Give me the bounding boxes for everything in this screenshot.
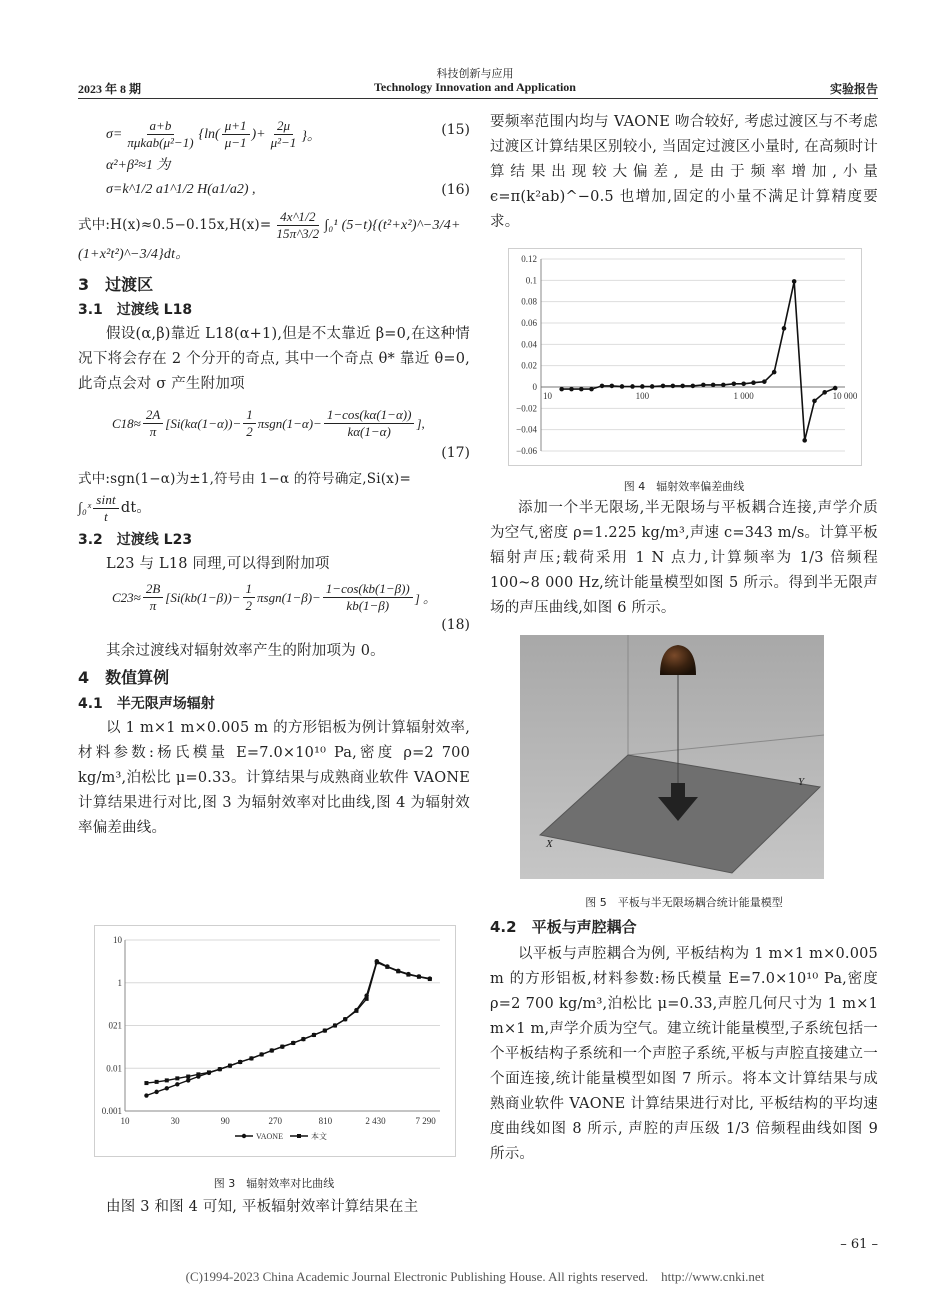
figure-4-caption: 图 4 辐射效率偏差曲线	[623, 480, 745, 493]
paragraph-3-1: 假设(α,β)靠近 L18(α+1),但是不太靠近 β=0,在这种情况下将会存在 2 个分开的奇点, 其中一个奇点 θ* 靠近 θ=0,此奇点会对 σ 产生附加项	[78, 326, 470, 392]
fig3-y-tick-label: 0.001	[101, 1106, 122, 1116]
fig3-point-benwen	[406, 973, 410, 977]
fig4-point	[579, 387, 584, 392]
fig3-point-benwen	[375, 960, 379, 964]
fig3-x-tick-label: 7 290	[415, 1116, 436, 1126]
fig5-axis-y-label: Y	[798, 776, 805, 788]
figure-3-caption: 图 3 辐射效率对比曲线	[213, 1177, 335, 1190]
eq15-fraction: $\frac{a+b}{\text{πμkab(μ²−1)}}$	[127, 118, 194, 150]
fig3-point-benwen	[260, 1052, 264, 1056]
fig3-y-tick-label: 10	[113, 935, 122, 945]
fig4-point	[721, 383, 726, 388]
fig4-x-tick-label: 10	[543, 391, 552, 401]
fig4-point	[812, 399, 817, 404]
paragraph-right-mid: 添加一个半无限场,半无限场与平板耦合连接,声学介质为空气,密度 ρ=1.225 kg/m³,声速 c=343 m/s。计算平板辐射声压;载荷采用 1 N 点力,计算频率为 1/3 倍频程 100~8 000 Hz,统计能量模型如图 5 所示。得到半无限声场的声压曲线,如图 6 所示。	[490, 500, 878, 616]
fig3-point-vaone	[144, 1093, 148, 1097]
fig4-y-tick-label: 0.08	[521, 296, 537, 307]
fig4-point	[741, 382, 746, 387]
fig3-point-benwen	[312, 1033, 316, 1037]
fig4-x-tick-label: 10 000	[832, 391, 858, 401]
fig4-y-tick-label: 0.02	[521, 360, 537, 371]
fig3-point-benwen	[249, 1056, 253, 1060]
fig3-legend-marker-vaone	[242, 1134, 246, 1138]
paragraph-4-1: 以 1 m×1 m×0.005 m 的方形铝板为例计算辐射效率,材料参数:杨氏模量 E=7.0×10¹⁰ Pa,密度 ρ=2 700 kg/m³,泊松比 μ=0.33。计算结果与成熟商业软件 VAONE 计算结果进行对比,图 3 为辐射效率对比曲线,图 4 为辐射效率偏差曲线。	[78, 720, 470, 836]
figure-5-image	[520, 635, 824, 879]
fig3-point-vaone	[175, 1082, 179, 1086]
fig3-y-tick-label: 021	[108, 1020, 122, 1031]
fig3-point-benwen	[396, 969, 400, 973]
eq15-number: (15)	[441, 122, 470, 138]
fig4-point	[782, 326, 787, 331]
fig4-series-line	[562, 281, 836, 440]
section-4-heading: 4 数值算例	[78, 668, 170, 687]
fig3-legend-label-benwen: 本文	[311, 1132, 327, 1141]
issue-date: 2023 年 8 期	[78, 82, 142, 96]
fig4-y-tick-label: −0.06	[516, 446, 537, 456]
fig3-point-benwen	[428, 977, 432, 981]
where-2-line-2: ∫₀ˣ $\frac{\sin t}{t}$ dt。	[78, 491, 152, 524]
eq15-lhs: σ=	[106, 126, 123, 142]
fig4-y-tick-label: 0.06	[521, 318, 537, 328]
figure-4-chart	[508, 248, 862, 466]
fig3-point-benwen	[280, 1045, 284, 1049]
fig4-point	[589, 387, 594, 392]
fig3-x-tick-label: 10	[120, 1116, 130, 1126]
fig3-point-benwen	[323, 1029, 327, 1033]
fig4-point	[671, 384, 676, 389]
equation-16	[78, 178, 470, 208]
fig3-point-benwen	[354, 1009, 358, 1013]
equation-18: C23≈ $\frac{2B}{\pi}$ [Si(kb(1−β))− $\frac{1}{2}$ πsgn(1−β)− $\frac{1-\cos(kb(1-\beta))}{kb(1-\beta)}$ ] 。	[112, 581, 437, 613]
fig4-y-tick-label: 0.04	[521, 339, 537, 350]
fig3-legend-marker-benwen	[297, 1134, 301, 1138]
fig4-point	[559, 387, 564, 392]
eq16-text: σ=k^1/2 a1^1/2 H(a1/a2) ,	[106, 182, 256, 197]
fig5-arrow-shaft	[671, 783, 685, 799]
figure-5-svg	[520, 635, 824, 879]
section-3-2-heading: 3.2 过渡线 L23	[78, 532, 193, 548]
fig4-point	[680, 384, 685, 389]
paragraph-after-fig3: 由图 3 和图 4 可知, 平板辐射效率计算结果在主	[106, 1199, 419, 1215]
fig3-point-benwen	[144, 1081, 148, 1085]
section-4-2-heading: 4.2 平板与声腔耦合	[490, 918, 637, 936]
paragraph-right-top: 要频率范围内均与 VAONE 吻合较好, 考虑过渡区与不考虑过渡区计算结果区别较小, 当固定过渡区小量时, 在高频时计算结果出现较大偏差, 是由于频率增加,小量 ϵ=π(k²ab)^−0.5 也增加,固定的小量不满足计算精度要求。	[490, 114, 878, 230]
fig3-point-benwen	[207, 1070, 211, 1074]
fig3-point-benwen	[301, 1037, 305, 1041]
fig3-x-tick-label: 90	[220, 1116, 230, 1126]
fig3-point-vaone	[186, 1078, 190, 1082]
fig4-point	[751, 380, 756, 385]
eq-condition: α²+β²≈1 为	[106, 158, 171, 173]
fig3-point-benwen	[218, 1067, 222, 1071]
fig4-point	[822, 390, 827, 395]
fig4-point	[610, 384, 615, 389]
fig3-legend-label-vaone: VAONE	[256, 1132, 283, 1141]
eq16-number: (16)	[441, 182, 470, 198]
fig4-point	[772, 370, 777, 375]
fig3-y-tick-label: 1	[117, 977, 122, 988]
fig4-point	[620, 384, 625, 389]
fig4-point	[691, 384, 696, 389]
fig4-point	[701, 383, 706, 388]
section-3-heading: 3 过渡区	[78, 275, 154, 294]
fig3-series-line-benwen	[146, 962, 429, 1083]
fig3-point-benwen	[270, 1049, 274, 1053]
fig3-x-tick-label: 2 430	[365, 1116, 386, 1126]
fig4-y-tick-label: 0.1	[525, 275, 537, 286]
figure-5-caption: 图 5 平板与半无限场耦合统计能量模型	[585, 896, 783, 909]
paragraph-4-2: 以平板与声腔耦合为例, 平板结构为 1 m×1 m×0.005 m 的方形铝板,材料参数:杨氏模量 E=7.0×10¹⁰ Pa,密度 ρ=2 700 kg/m³,泊松比 μ=0.33,声腔几何尺寸为 1 m×1 m×1 m,声学介质为空气。建立统计能量模型,子系统包括一个平板结构子系统和一个声腔子系统,平板与声腔直接建立一个面连接,统计能量模型如图 7 所示。将本文计算结果与成熟商业软件 VAONE 计算结果进行对比, 平板结构的平均速度曲线如图 8 所示, 声腔的声压级 1/3 倍频程曲线如图 9 所示。	[490, 946, 878, 1162]
fig4-y-tick-label: −0.04	[516, 424, 537, 435]
eq17-number: (17)	[441, 445, 470, 461]
fig4-point	[833, 386, 838, 391]
where-line-2: (1+x²t²)^−3/4}dt。	[78, 247, 190, 262]
fig3-x-tick-label: 270	[268, 1116, 283, 1126]
fig3-point-benwen	[333, 1024, 337, 1028]
fig4-point	[792, 279, 797, 284]
fig4-point	[762, 379, 767, 384]
fig3-point-benwen	[186, 1075, 190, 1079]
fig3-y-tick-label: 0.01	[106, 1063, 122, 1074]
fig4-y-tick-label: −0.02	[516, 403, 537, 414]
figure-4-svg	[509, 249, 861, 465]
fig3-x-tick-label: 810	[318, 1116, 333, 1126]
copyright-footer: (C)1994-2023 China Academic Journal Electronic Publishing House. All rights reserved. http://www.cnki.net	[185, 1269, 765, 1284]
fig4-point	[802, 438, 807, 443]
fig4-y-tick-label: 0.12	[521, 254, 537, 264]
fig3-point-benwen	[228, 1064, 232, 1068]
fig4-point	[661, 384, 666, 389]
left-column	[78, 110, 470, 841]
fig4-point	[650, 384, 655, 389]
fig4-x-tick-label: 1 000	[733, 391, 754, 401]
fig4-point	[600, 384, 605, 389]
fig4-x-tick-label: 100	[635, 391, 650, 401]
paragraph-other: 其余过渡线对辐射效率产生的附加项为 0。	[106, 643, 385, 659]
where-line-1: 式中:H(x)≈0.5−0.15x,H(x)= $\frac{4x\^{}1/2}{15\pi\^{}3/2}$ ∫₀¹ (5−t){(t²+x²)^−3/4+	[78, 208, 461, 241]
paragraph-3-2: L23 与 L18 同理,可以得到附加项	[106, 556, 330, 572]
where-2-line-1: 式中:sgn(1−α)为±1,符号由 1−α 的符号确定,Si(x)=	[78, 471, 411, 487]
fig4-point	[630, 384, 635, 389]
journal-name-cn: 科技创新与应用	[436, 67, 514, 80]
equation-17: C18≈ $\frac{2A}{\pi}$ [Si(kα(1−α))− $\frac{1}{2}$ πsgn(1−α)− $\frac{1-\cos(k\alpha(1-\alpha))}{k\alpha(1-\alpha)}$ ],	[112, 407, 425, 439]
fig3-point-benwen	[238, 1060, 242, 1064]
fig3-x-tick-label: 30	[170, 1116, 180, 1126]
fig3-point-benwen	[175, 1076, 179, 1080]
section-label: 实验报告	[829, 82, 878, 96]
fig3-point-vaone	[154, 1090, 158, 1094]
journal-name-en: Technology Innovation and Application	[374, 80, 576, 94]
page-number: – 61 –	[840, 1237, 878, 1252]
fig3-point-benwen	[385, 965, 389, 969]
equation-15: σ= $\frac{a+b}{\text{πμkab(μ²−1)}}$ {ln( $\frac{\mu+1}{\mu-1}$ )+ $\frac{2\mu}{\text{μ²−1}}$ }。 (15)	[106, 118, 470, 150]
fig4-point	[732, 382, 737, 387]
fig4-point	[711, 383, 716, 388]
fig3-point-benwen	[365, 997, 369, 1001]
section-4-1-heading: 4.1 半无限声场辐射	[78, 696, 215, 712]
fig3-point-benwen	[196, 1072, 200, 1076]
fig4-point	[569, 387, 574, 392]
figure-3-chart	[94, 925, 456, 1157]
section-3-1-heading: 3.1 过渡线 L18	[78, 302, 193, 318]
figure-3-svg	[95, 926, 455, 1156]
fig3-point-benwen	[417, 975, 421, 979]
fig3-point-benwen	[291, 1041, 295, 1045]
eq18-number: (18)	[441, 617, 470, 633]
fig3-point-vaone	[165, 1086, 169, 1090]
fig3-point-benwen	[343, 1017, 347, 1021]
header-rule	[78, 98, 878, 99]
fig3-point-benwen	[155, 1080, 159, 1084]
fig4-point	[640, 384, 645, 389]
fig3-point-benwen	[165, 1078, 169, 1082]
fig4-y-tick-label: 0	[532, 382, 537, 392]
fig5-axis-x-label: X	[546, 838, 553, 850]
